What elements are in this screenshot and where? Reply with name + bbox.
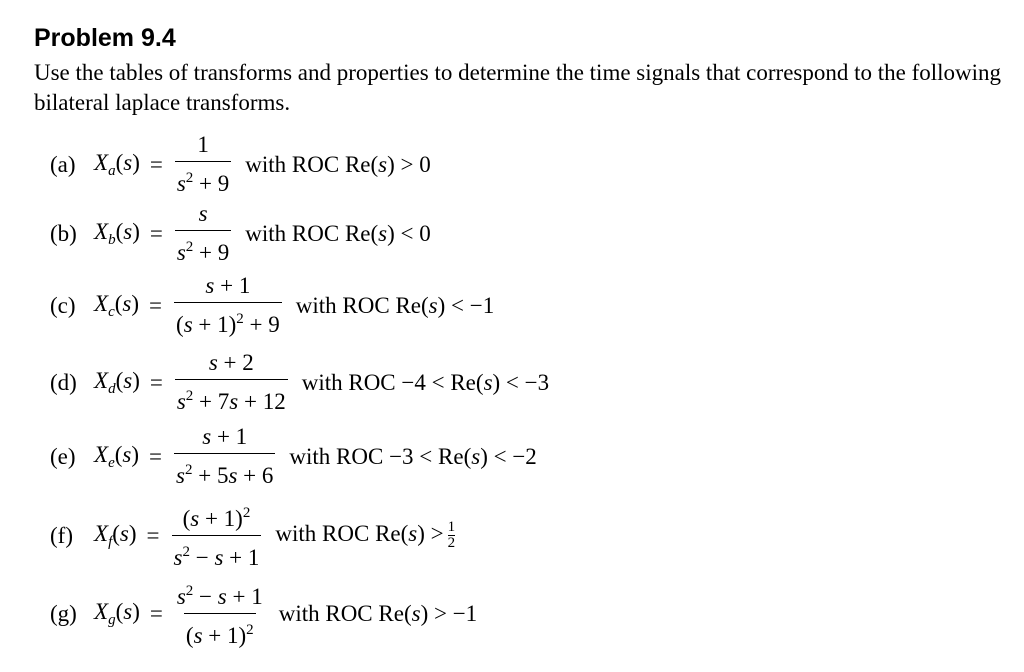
item-e: (e) $X_e(s)$ = $\frac{s + 1}{s^2 + 5s + 6}$ with ROC −3 < Re(s) < −2: [50, 424, 537, 488]
denominator: $s^2 + 7s + 12$: [175, 379, 288, 415]
numerator: 1: [197, 132, 209, 157]
transform-lhs: $X_f(s)$: [94, 520, 137, 550]
one-half: $\frac{1}{2}$: [447, 519, 456, 551]
numerator: s + 1: [202, 424, 248, 449]
roc-condition: with ROC Re(s) < 0: [245, 220, 431, 246]
denominator: $s^2 + 9$: [175, 161, 231, 197]
denominator: $(s + 1)^2$: [184, 613, 256, 649]
problem-title: Problem 9.4: [34, 24, 176, 52]
item-label: (a): [50, 151, 76, 177]
item-d: (d) $X_d(s)$ = $\frac{s + 2}{s^2 + 7s + 12}$ with ROC −4 < Re(s) < −3: [50, 350, 550, 414]
item-label: (b): [50, 220, 77, 246]
item-a: (a) $X_a(s)$ = $\frac{1}{s^2 + 9}$ with ROC Re(s) > 0: [50, 132, 431, 196]
fraction: [175, 578, 265, 649]
item-label: (f): [50, 522, 73, 548]
problem-intro: Use the tables of transforms and properties to determine the time signals that correspond to the following bilateral laplace transforms.: [34, 60, 1002, 115]
fraction: [172, 500, 262, 571]
fraction: [174, 424, 275, 489]
transform-lhs: $X_b(s)$: [94, 218, 140, 248]
transform-lhs: $X_e(s)$: [94, 441, 140, 471]
roc-condition: with ROC Re(s) > $\frac{1}{2}$: [275, 519, 456, 551]
numerator: $(s + 1)^2$: [182, 505, 251, 531]
transform-lhs: $X_a(s)$: [94, 149, 140, 179]
denominator: $s^2 + 9$: [175, 230, 231, 266]
numerator: s: [198, 201, 208, 226]
roc-condition: with ROC −3 < Re(s) < −2: [289, 443, 537, 469]
transform-lhs: $X_c(s)$: [94, 290, 140, 320]
denominator: $s^2 + 5s + 6$: [174, 453, 275, 489]
numerator: $s^2 - s + 1$: [176, 583, 263, 609]
transform-lhs: $X_d(s)$: [94, 367, 140, 397]
numerator: s + 1: [205, 273, 251, 298]
denominator: $s^2 - s + 1$: [172, 535, 262, 571]
item-g: (g) $X_g(s)$ = $\frac{s^2 - s + 1}{(s + 1)^2}$ with ROC Re(s) > −1: [50, 578, 477, 649]
roc-condition: with ROC Re(s) > 0: [245, 151, 431, 177]
fraction: [174, 273, 282, 338]
roc-condition: with ROC Re(s) > −1: [278, 600, 478, 626]
item-label: (c): [50, 292, 76, 318]
item-b: (b) $X_b(s)$ = $\frac{s}{s^2 + 9}$ with ROC Re(s) < 0: [50, 201, 431, 265]
item-label: (d): [50, 369, 77, 395]
item-f: (f) $X_f(s)$ = $\frac{(s + 1)^2}{s^2 - s + 1}$ with ROC Re(s) > $\frac{1}{2}$: [50, 500, 455, 571]
roc-condition: with ROC Re(s) < −1: [295, 292, 495, 318]
item-label: (g): [50, 600, 77, 626]
fraction: [175, 201, 231, 266]
item-label: (e): [50, 443, 76, 469]
fraction: [175, 132, 231, 197]
fraction: [175, 350, 288, 415]
roc-condition: with ROC −4 < Re(s) < −3: [301, 369, 550, 395]
item-c: (c) $X_c(s)$ = $\frac{s + 1}{(s + 1)^2 + 9}$ with ROC Re(s) < −1: [50, 273, 495, 337]
numerator: s + 2: [208, 350, 254, 375]
denominator: $(s + 1)^2 + 9$: [174, 302, 282, 338]
transform-lhs: $X_g(s)$: [94, 598, 140, 628]
